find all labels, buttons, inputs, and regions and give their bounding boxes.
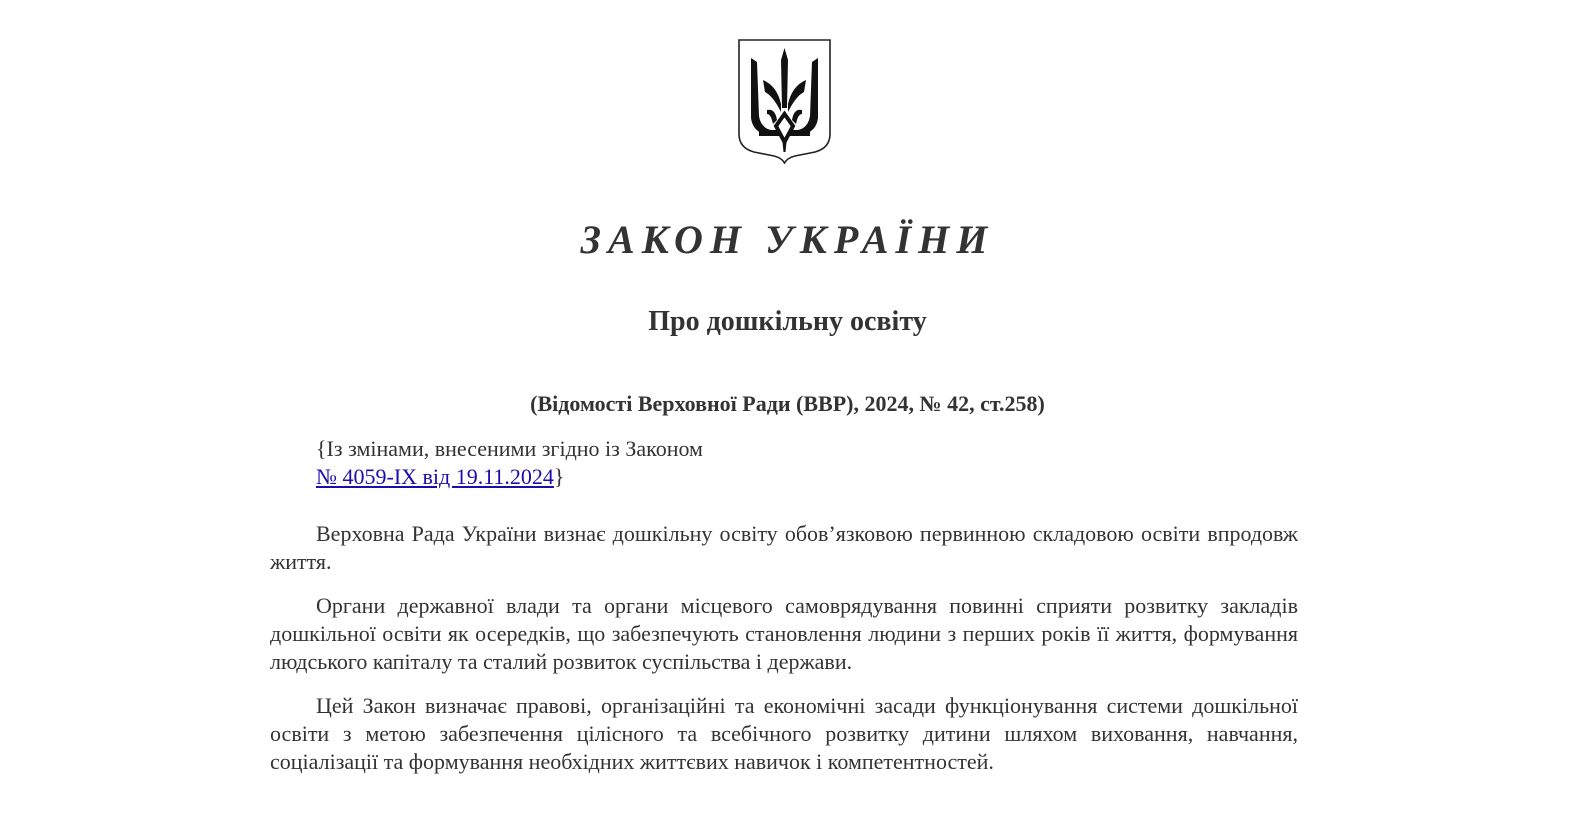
preamble-paragraph: Верховна Рада України визнає дошкільну освіту обов’язковою первинною складовою освіти впродовж життя. [270, 521, 1298, 574]
amendment-suffix: } [553, 464, 565, 489]
preamble-paragraph: Цей Закон визначає правові, організаційні та економічні засади функціонування системи дошкільної освіти з метою забезпечення цілісного та всебічного розвитку дитини шляхом виховання, навчання, соціалізації та формування необхідних життєвих навичок і компетентностей. [270, 693, 1298, 774]
law-title: Про дошкільну освіту [648, 306, 927, 337]
preamble-paragraph: Органи державної влади та органи місцевого самоврядування повинні сприяти розвитку закладів дошкільної освіти як осередків, що забезпечують становлення людини з перших років її життя, формування людського капіталу та сталий розвиток суспільства і держави. [270, 593, 1298, 674]
law-preamble [270, 520, 1298, 792]
trident-coat-of-arms-icon [737, 38, 832, 164]
amendment-prefix: {Із змінами, внесеними згідно із Законом [316, 436, 703, 461]
publication-reference: (Відомості Верховної Ради (ВВР), 2024, № 42, ст.258) [530, 391, 1045, 416]
law-type-heading: ЗАКОН УКРАЇНИ [580, 217, 995, 262]
amendment-note [316, 435, 1116, 491]
amendment-law-link[interactable]: № 4059-IX від 19.11.2024 [316, 464, 554, 489]
